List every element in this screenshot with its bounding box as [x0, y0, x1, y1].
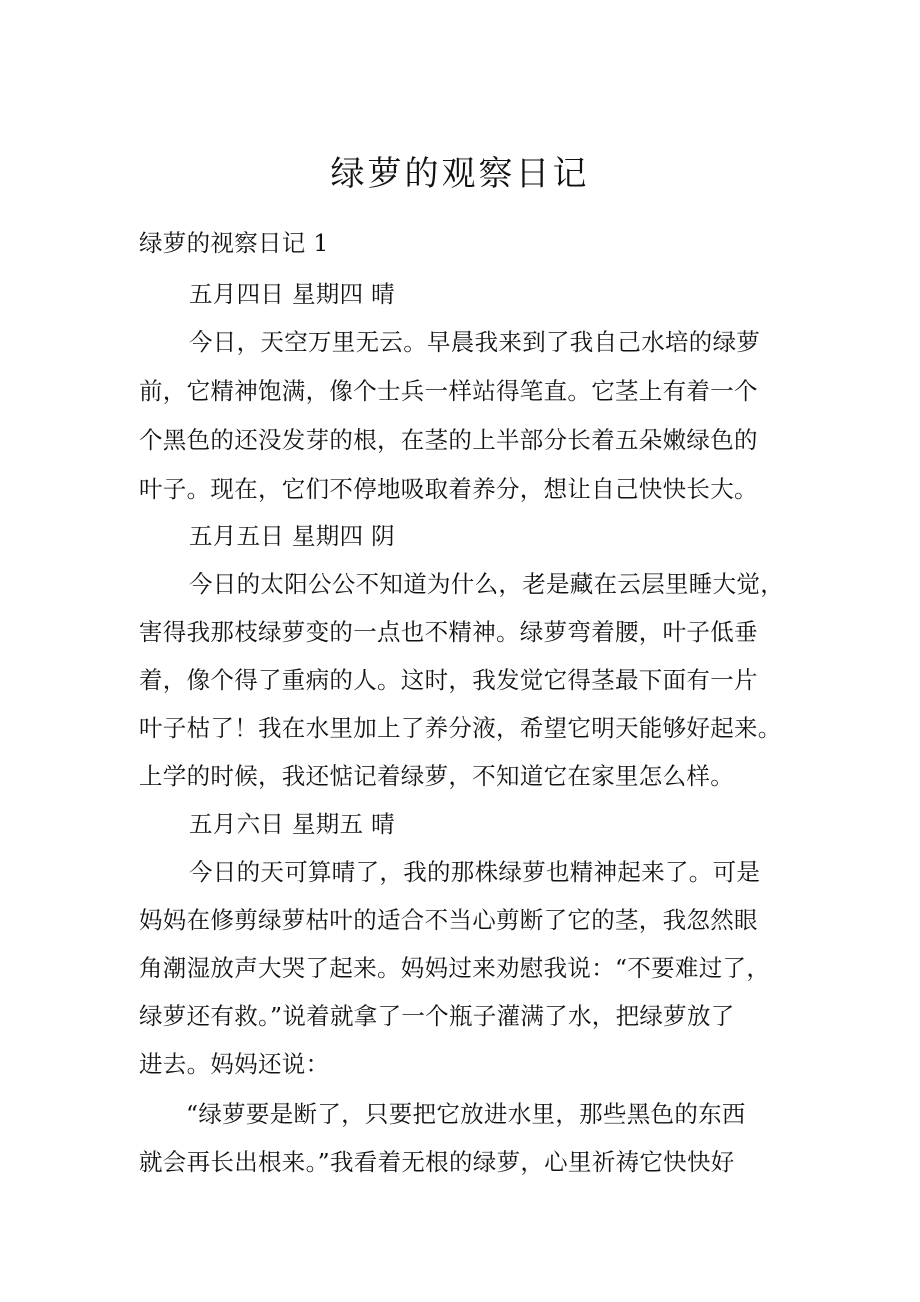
- section-heading: 绿萝的视察日记 1: [139, 229, 329, 257]
- document-title: 绿萝的观察日记: [330, 154, 590, 194]
- diary-date-line: 五月五日 星期四 阴: [189, 522, 395, 550]
- paragraph-line: 就会再长出根来。”我看着无根的绿萝，心里祈祷它快快好: [139, 1148, 735, 1176]
- paragraph-line: 绿萝还有救。”说着就拿了一个瓶子灌满了水，把绿萝放了: [139, 1002, 735, 1030]
- diary-date-line: 五月四日 星期四 晴: [189, 280, 395, 308]
- diary-date-line: 五月六日 星期五 晴: [189, 810, 395, 838]
- paragraph-line: 进去。妈妈还说：: [139, 1050, 330, 1078]
- paragraph-line: 叶子枯了！我在水里加上了养分液，希望它明天能够好起来。: [139, 714, 782, 742]
- paragraph-line: 今日，天空万里无云。早晨我来到了我自己水培的绿萝: [189, 328, 761, 356]
- paragraph-line: 着，像个得了重病的人。这时，我发觉它得茎最下面有一片: [139, 666, 758, 694]
- paragraph-line: “绿萝要是断了，只要把它放进水里，那些黑色的东西: [186, 1100, 746, 1128]
- paragraph-line: 今日的太阳公公不知道为什么，老是藏在云层里睡大觉，: [189, 570, 784, 598]
- paragraph-line: 害得我那枝绿萝变的一点也不精神。绿萝弯着腰，叶子低垂: [139, 618, 758, 646]
- paragraph-line: 叶子。现在，它们不停地吸取着养分，想让自己快快长大。: [139, 475, 758, 503]
- paragraph-line: 个黑色的还没发芽的根，在茎的上半部分长着五朵嫩绿色的: [139, 426, 758, 454]
- paragraph-line: 前，它精神饱满，像个士兵一样站得笔直。它茎上有着一个: [139, 377, 758, 405]
- paragraph-line: 角潮湿放声大哭了起来。妈妈过来劝慰我说：“不要难过了，: [139, 954, 771, 982]
- paragraph-line: 上学的时候，我还惦记着绿萝，不知道它在家里怎么样。: [139, 762, 734, 790]
- paragraph-line: 妈妈在修剪绿萝枯叶的适合不当心剪断了它的茎，我忽然眼: [139, 906, 758, 934]
- paragraph-line: 今日的天可算晴了，我的那株绿萝也精神起来了。可是: [189, 858, 761, 886]
